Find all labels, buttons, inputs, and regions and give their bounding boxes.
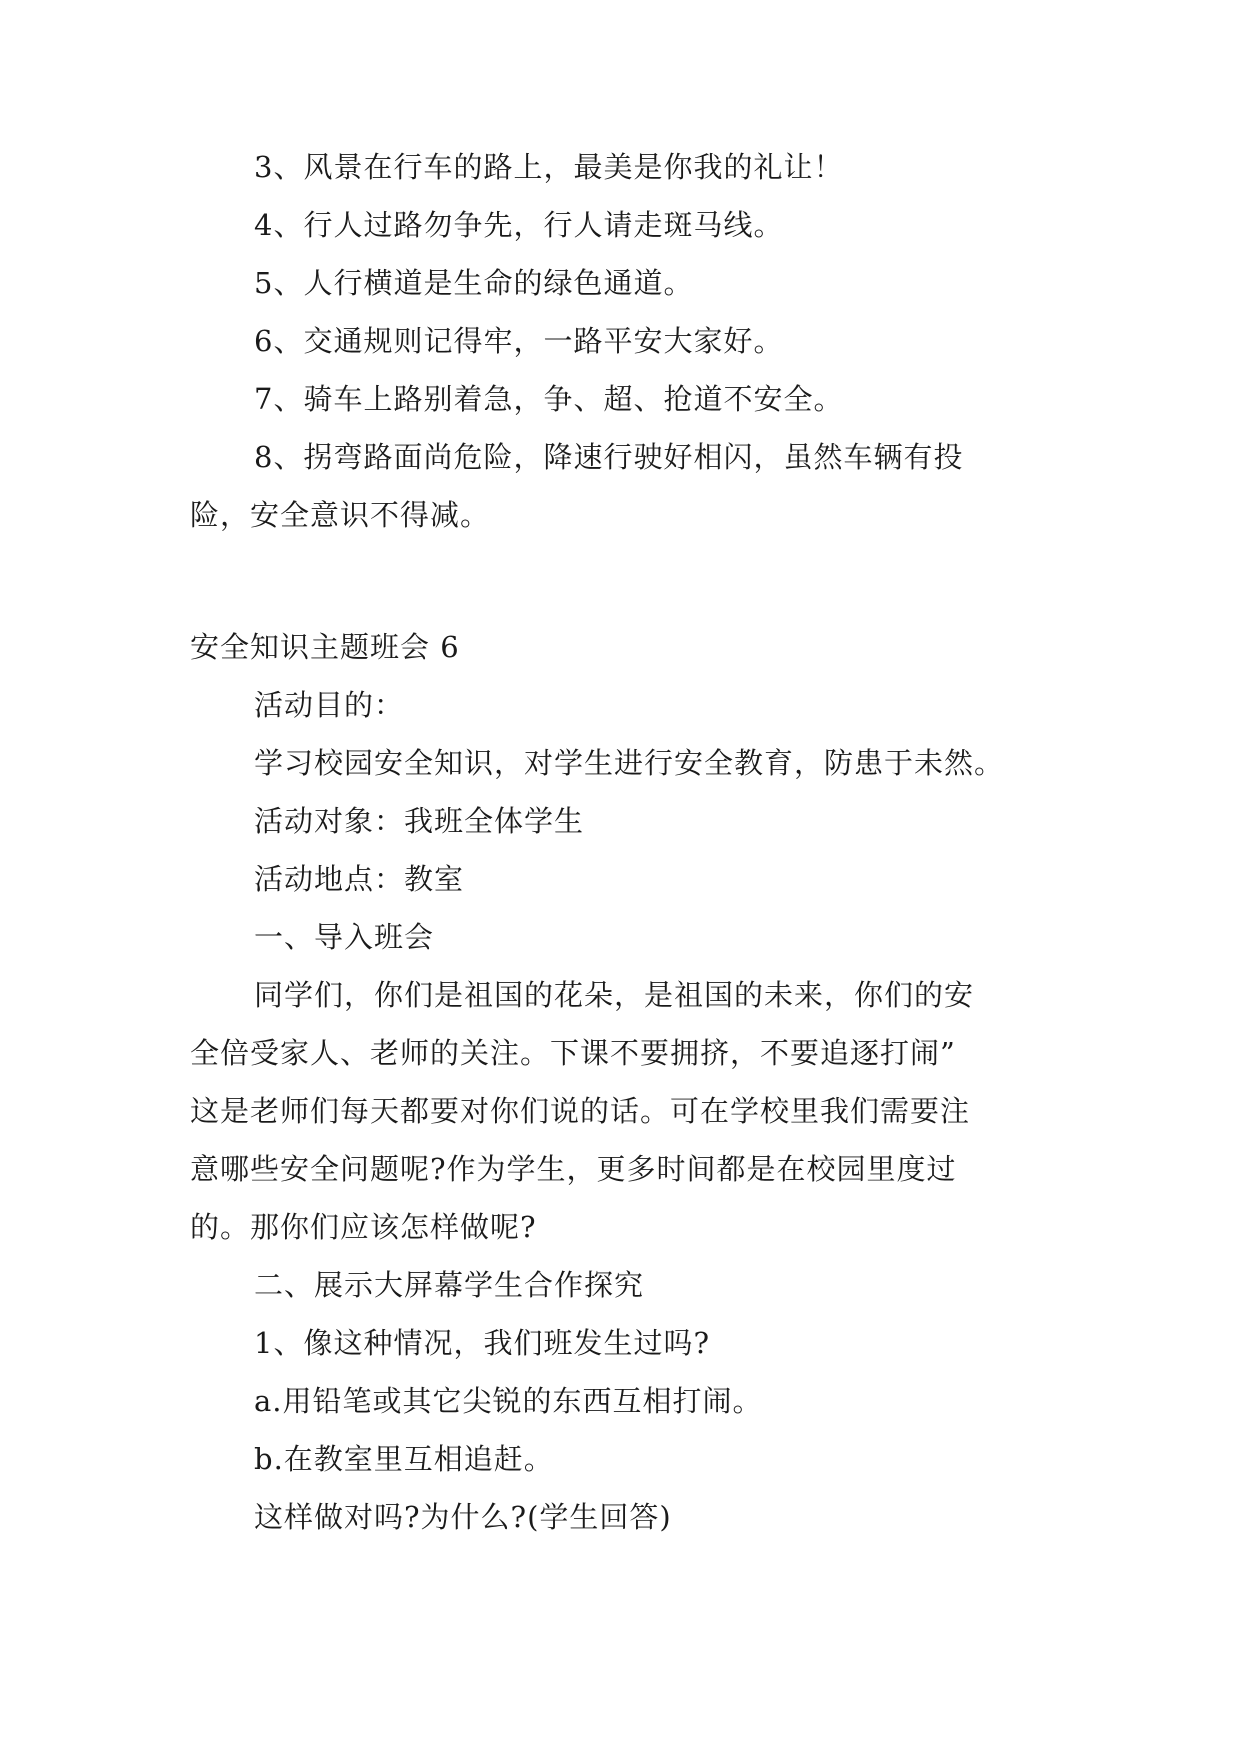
purpose-text: 学习校园安全知识，对学生进行安全教育，防患于未然。 [254, 746, 1005, 780]
step1-heading: 一、导入班会 [254, 920, 435, 954]
slogan-item-6: 6、交通规则记得牢，一路平安大家好。 [254, 324, 784, 358]
followup-question: 这样做对吗?为什么?(学生回答) [254, 1500, 672, 1534]
location-text: 活动地点：教室 [254, 862, 465, 896]
intro-line: 全倍受家人、老师的关注。下课不要拥挤，不要追逐打闹” [190, 1036, 956, 1070]
purpose-label: 活动目的： [254, 688, 405, 722]
slogan-item-5: 5、人行横道是生命的绿色通道。 [254, 266, 694, 300]
slogan-item-8-line1: 8、拐弯路面尚危险，降速行驶好相闪，虽然车辆有投 [254, 440, 964, 474]
option-a: a.用铅笔或其它尖锐的东西互相打闹。 [254, 1384, 763, 1418]
slogan-item-3: 3、风景在行车的路上，最美是你我的礼让！ [254, 150, 844, 184]
intro-line: 意哪些安全问题呢?作为学生，更多时间都是在校园里度过 [190, 1152, 957, 1186]
slogan-item-7: 7、骑车上路别着急，争、超、抢道不安全。 [254, 382, 844, 416]
slogan-item-8-line2: 险，安全意识不得减。 [190, 498, 491, 532]
intro-line: 的。那你们应该怎样做呢? [190, 1210, 537, 1244]
section-6 [190, 618, 1050, 1546]
slogan-item-4: 4、行人过路勿争先，行人请走斑马线。 [254, 208, 784, 242]
intro-line: 同学们，你们是祖国的花朵，是祖国的未来，你们的安 [254, 978, 975, 1012]
option-b: b.在教室里互相追赶。 [254, 1442, 554, 1476]
intro-line: 这是老师们每天都要对你们说的话。可在学校里我们需要注 [190, 1094, 971, 1128]
step2-heading: 二、展示大屏幕学生合作探究 [254, 1268, 645, 1302]
question-1: 1、像这种情况，我们班发生过吗? [254, 1326, 710, 1360]
audience-text: 活动对象：我班全体学生 [254, 804, 585, 838]
slogan-list [190, 138, 1050, 544]
section-title: 安全知识主题班会 6 [190, 630, 460, 664]
